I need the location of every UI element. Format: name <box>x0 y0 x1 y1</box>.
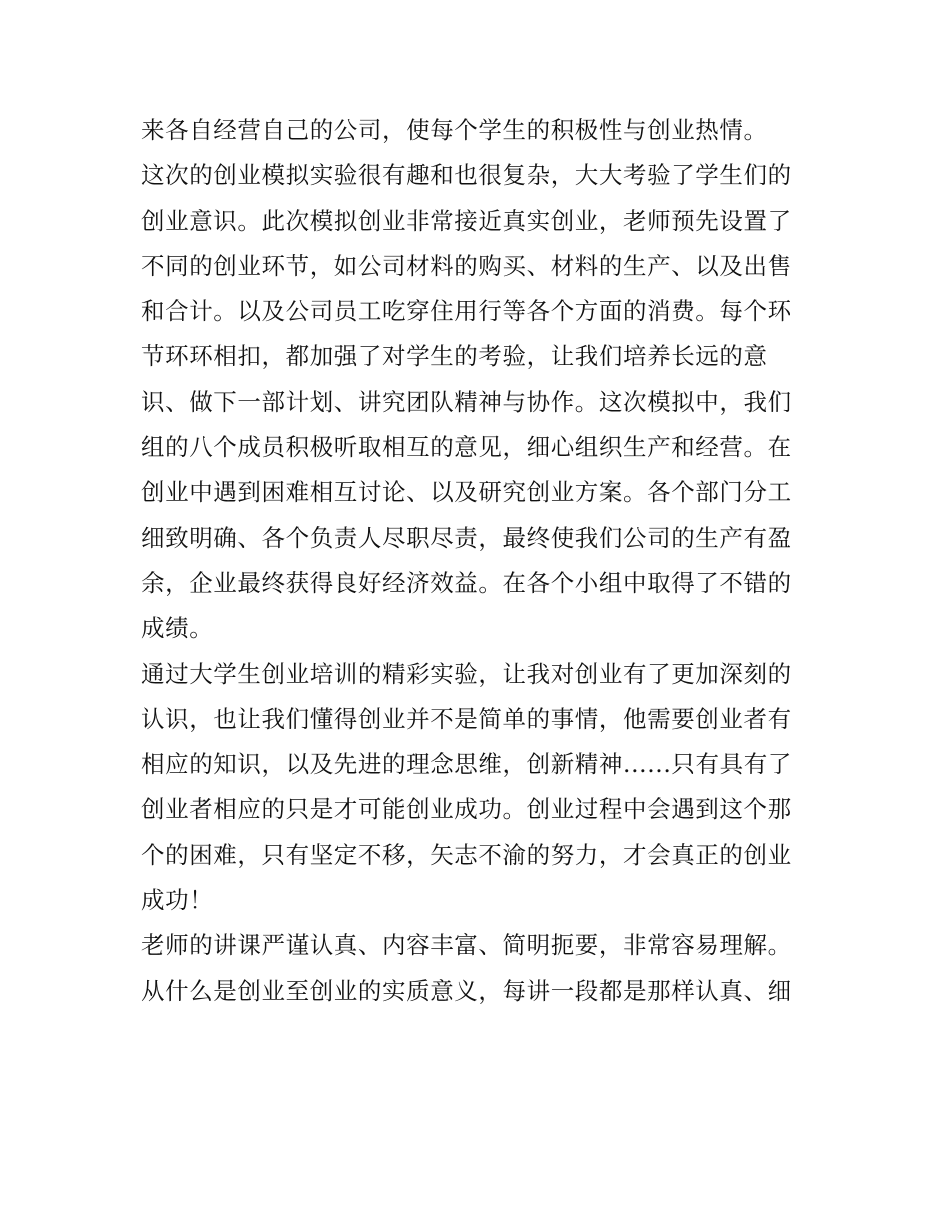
text-line: 相应的知识，以及先进的理念思维，创新精神......只有具有了 <box>141 750 792 779</box>
text-line: 创业中遇到困难相互讨论、以及研究创业方案。各个部门分工 <box>141 478 792 507</box>
body-text <box>141 108 821 1014</box>
text-line: 来各自经营自己的公司，使每个学生的积极性与创业热情。 <box>141 116 768 144</box>
text-line: 成绩。 <box>141 614 214 643</box>
text-line: 成功！ <box>141 886 214 915</box>
text-line: 识、做下一部计划、讲究团队精神与协作。这次模拟中，我们 <box>141 387 792 416</box>
text-line: 细致明确、各个负责人尽职尽责，最终使我们公司的生产有盈 <box>141 523 792 552</box>
text-line: 通过大学生创业培训的精彩实验，让我对创业有了更加深刻的 <box>141 659 792 688</box>
text-line: 组的八个成员积极听取相互的意见，细心组织生产和经营。在 <box>141 433 792 462</box>
text-line: 个的困难，只有坚定不移，矢志不渝的努力，才会真正的创业 <box>141 840 792 869</box>
text-line: 认识，也让我们懂得创业并不是简单的事情，他需要创业者有 <box>141 704 792 733</box>
text-line: 创业者相应的只是才可能创业成功。创业过程中会遇到这个那 <box>141 795 792 824</box>
text-line: 这次的创业模拟实验很有趣和也很复杂，大大考验了学生们的 <box>141 161 792 190</box>
text-line: 不同的创业环节，如公司材料的购买、材料的生产、以及出售 <box>141 251 792 280</box>
text-line: 节环环相扣，都加强了对学生的考验，让我们培养长远的意 <box>141 342 768 371</box>
text-line: 老师的讲课严谨认真、内容丰富、简明扼要，非常容易理解。 <box>141 931 792 960</box>
text-line: 和合计。以及公司员工吃穿住用行等各个方面的消费。每个环 <box>141 297 792 326</box>
text-line: 创业意识。此次模拟创业非常接近真实创业，老师预先设置了 <box>141 206 792 235</box>
text-line: 余，企业最终获得良好经济效益。在各个小组中取得了不错的 <box>141 568 792 597</box>
text-line: 从什么是创业至创业的实质意义，每讲一段都是那样认真、细 <box>141 976 792 1005</box>
